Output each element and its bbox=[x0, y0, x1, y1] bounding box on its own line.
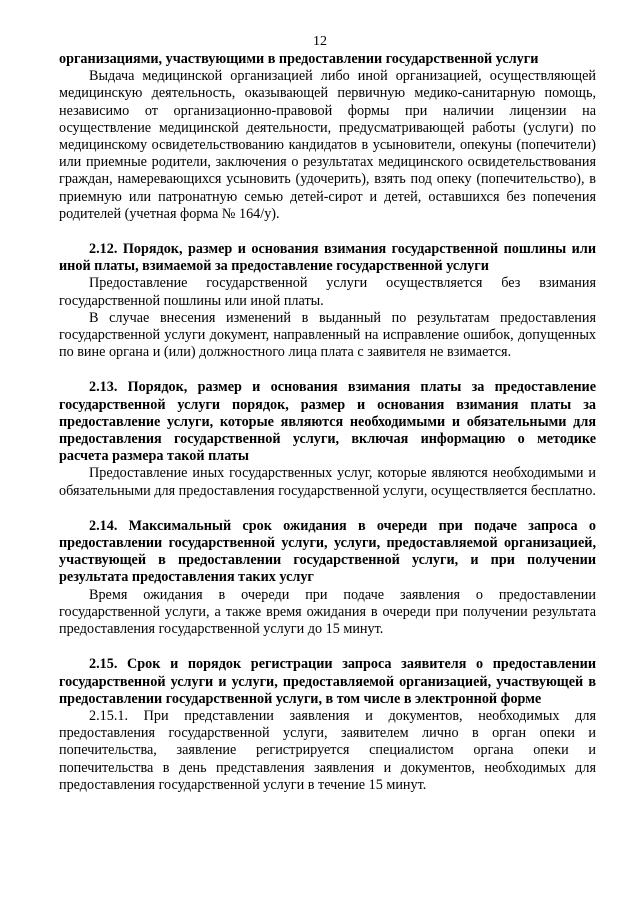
section-2-15-paragraph-1: 2.15.1. При представлении заявления и документов, необходимых для предоставления государственной услуги, заявителем лично в орган опеки и попечительства, заявление регистрируется специалистом органа опеки и попечительства в день представления заявления и документов, необходимых для предоставления государственной услуги в течение 15 минут. bbox=[59, 707, 596, 793]
document-body bbox=[59, 51, 596, 794]
section-2-12-paragraph-2: В случае внесения изменений в выданный по результатам предоставления государственной услуги документ, направленный на исправление ошибок, допущенных по вине органа и (или) должностного лица плата с заявителя не взимается. bbox=[59, 309, 596, 361]
heading-continuation: организациями, участвующими в предоставлении государственной услуги bbox=[59, 51, 539, 67]
section-heading-2-14: 2.14. Максимальный срок ожидания в очереди при подаче запроса о предоставлении государственной услуги, услуги, предоставляемой организацией, участвующей в предоставлении государственной услуги, и при получении результата предоставления таких услуг bbox=[59, 517, 596, 586]
section-2-12-paragraph-1: Предоставление государственной услуги осуществляется без взимания государственной пошлины или иной платы. bbox=[59, 275, 596, 309]
section-heading-2-13: 2.13. Порядок, размер и основания взимания платы за предоставление государственной услуги порядок, размер и основания взимания платы за предоставление услуги, которые являются необходимыми и обязательными для предоставления государственной услуги, включая информацию о методике расчета размера такой платы bbox=[59, 379, 596, 465]
page-number: 12 bbox=[313, 34, 327, 49]
section-2-14-paragraph-1: Время ожидания в очереди при подаче заявления о предоставлении государственной услуги, а также время ожидания в очереди при получении результата предоставления государственной услуги до 15 минут. bbox=[59, 586, 596, 638]
section-2-13-paragraph-1: Предоставление иных государственных услуг, которые являются необходимыми и обязательными для предоставления государственной услуги, осуществляется бесплатно. bbox=[59, 465, 596, 499]
section-heading-2-15: 2.15. Срок и порядок регистрации запроса заявителя о предоставлении государственной услуги и услуги, предоставляемой организацией, участвующей в предоставлении государственной услуги, в том числе в электронной форме bbox=[59, 656, 596, 707]
intro-paragraph: Выдача медицинской организацией либо иной организацией, осуществляющей медицинскую деятельность, оказывающей первичную медико-санитарную помощь, независимо от организационно-правовой формы при наличии лицензии на осуществление медицинской деятельности, предусматривающей работы (услуги) по медицинскому освидетельствованию кандидатов в усыновители, опекуны (попечители) или приемные родители, заключения о результатах медицинского освидетельствования граждан, намеревающихся усыновить (удочерить), взять под опеку (попечительство), в приемную или патронатную семью детей-сирот и детей, оставшихся без попечения родителей (учетная форма № 164/у). bbox=[59, 68, 596, 222]
section-heading-2-12: 2.12. Порядок, размер и основания взимания государственной пошлины или иной платы, взимаемой за предоставление государственной услуги bbox=[59, 241, 596, 275]
